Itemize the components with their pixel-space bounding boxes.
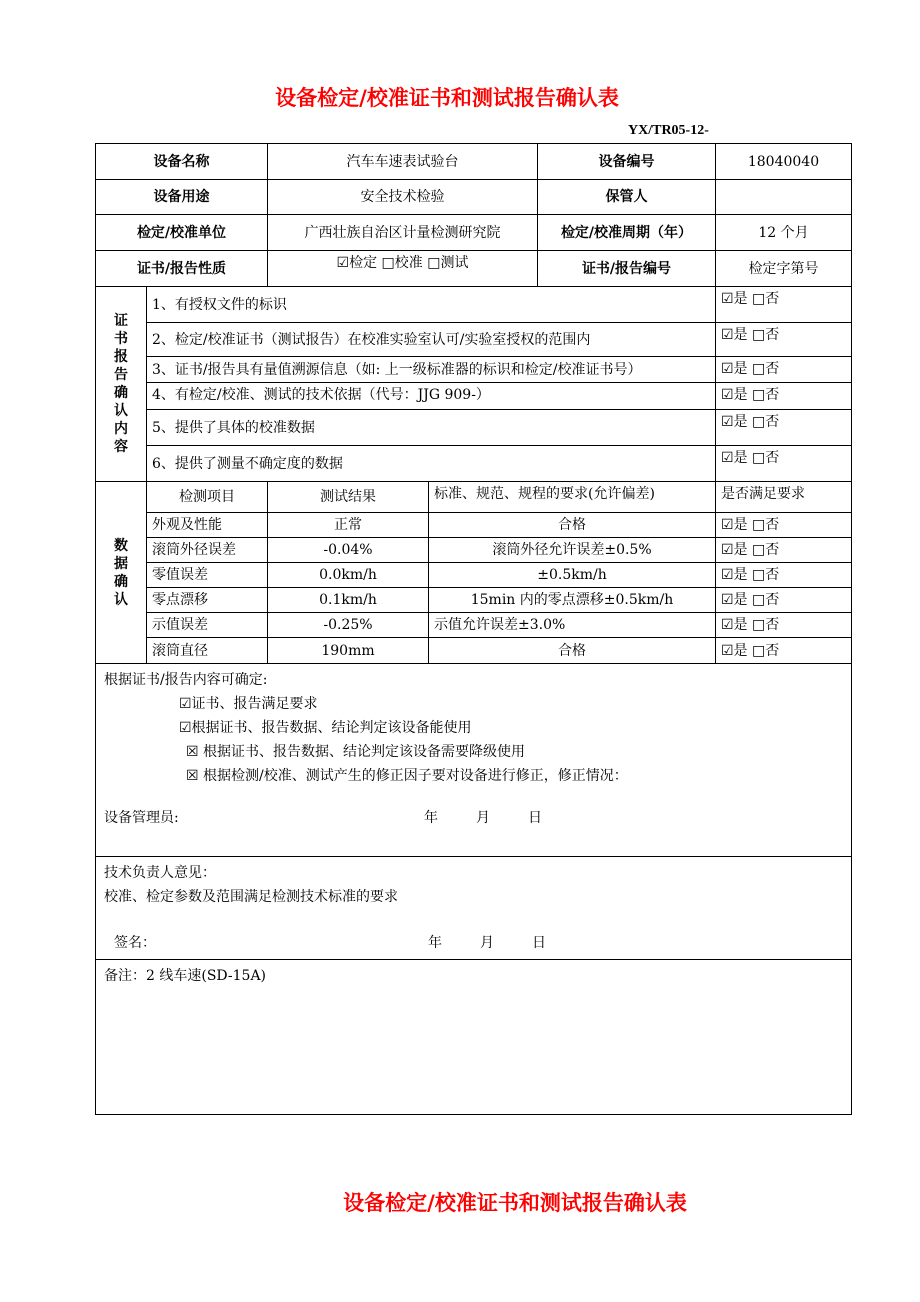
tech-opinion-text: 校准、检定参数及范围满足检测技术标准的要求 xyxy=(104,889,398,905)
manager-signature-line xyxy=(104,806,843,830)
header-item: 检测项目 xyxy=(147,482,268,513)
data-row xyxy=(96,513,852,538)
certificate-no-value: 检定字第号 xyxy=(716,251,852,287)
tech-opinion-label: 技术负责人意见： xyxy=(104,865,216,881)
confirm-item: 2、检定/校准证书（测试报告）在校准实验室认可/实验室授权的范围内 xyxy=(147,323,716,357)
data-row xyxy=(96,638,852,664)
tech-date: 年 月 日 xyxy=(428,935,546,951)
confirm-item: 5、提供了具体的校准数据 xyxy=(147,410,716,446)
data-result: -0.25% xyxy=(268,613,429,638)
confirm-choice: ☑是 □否 xyxy=(716,287,852,323)
certificate-no-label: 证书/报告编号 xyxy=(538,251,716,287)
conclusion-option-3: ☒ 根据证书、报告数据、结论判定该设备需要降级使用 xyxy=(186,744,525,760)
data-item: 零值误差 xyxy=(147,563,268,588)
tech-row xyxy=(96,857,852,960)
data-requirement: 合格 xyxy=(429,638,716,664)
confirm-row xyxy=(96,410,852,446)
data-row xyxy=(96,563,852,588)
data-result: 0.0km/h xyxy=(268,563,429,588)
sign-label: 签名： xyxy=(114,935,156,951)
calibration-unit-value: 广西壮族自治区计量检测研究院 xyxy=(268,215,538,251)
data-requirement: 示值允许误差±3.0% xyxy=(429,613,716,638)
equipment-name-value: 汽车车速表试验台 xyxy=(268,144,538,180)
calibration-unit-label: 检定/校准单位 xyxy=(96,215,268,251)
manager-label: 设备管理员: xyxy=(104,810,179,826)
equipment-no-label: 设备编号 xyxy=(538,144,716,180)
data-row xyxy=(96,538,852,563)
data-confirmation-title: 数 据 确 认 xyxy=(96,482,147,664)
equipment-name-label: 设备名称 xyxy=(96,144,268,180)
data-item: 滚筒直径 xyxy=(147,638,268,664)
data-item: 滚筒外径误差 xyxy=(147,538,268,563)
conclusion-block xyxy=(96,664,852,857)
equipment-no-value: 18040040 xyxy=(716,144,852,180)
confirm-row xyxy=(96,287,852,323)
tech-opinion-block xyxy=(96,857,852,960)
data-result: 190mm xyxy=(268,638,429,664)
calibration-period-value: 12 个月 xyxy=(716,215,852,251)
tech-signature-line xyxy=(104,931,843,955)
confirm-choice: ☑是 □否 xyxy=(716,323,852,357)
manager-date: 年 月 日 xyxy=(424,810,542,826)
certificate-confirmation-title: 证 书 报 告 确 认 内 容 xyxy=(96,287,147,482)
confirm-item: 6、提供了测量不确定度的数据 xyxy=(147,446,716,482)
data-satisfied: ☑是 □否 xyxy=(716,588,852,613)
form-title-repeat: 设备检定/校准证书和测试报告确认表 xyxy=(343,1191,687,1215)
data-header-row xyxy=(96,482,852,513)
confirmation-form xyxy=(95,143,852,1115)
data-item: 外观及性能 xyxy=(147,513,268,538)
data-requirement: 合格 xyxy=(429,513,716,538)
data-item: 示值误差 xyxy=(147,613,268,638)
confirm-item: 1、有授权文件的标识 xyxy=(147,287,716,323)
data-row xyxy=(96,613,852,638)
remark-block: 备注：2 线车速(SD-15A) xyxy=(96,960,852,1115)
confirm-row xyxy=(96,323,852,357)
header-satisfied: 是否满足要求 xyxy=(716,482,852,513)
data-result: 正常 xyxy=(268,513,429,538)
remark-row xyxy=(96,960,852,1115)
data-satisfied: ☑是 □否 xyxy=(716,563,852,588)
data-satisfied: ☑是 □否 xyxy=(716,538,852,563)
data-satisfied: ☑是 □否 xyxy=(716,638,852,664)
confirm-row xyxy=(96,357,852,383)
equipment-use-label: 设备用途 xyxy=(96,180,268,215)
confirm-item: 3、证书/报告具有量值溯源信息（如: 上一级标准器的标识和检定/校准证书号） xyxy=(147,357,716,383)
confirm-row xyxy=(96,383,852,410)
data-requirement: ±0.5km/h xyxy=(429,563,716,588)
equipment-use-value: 安全技术检验 xyxy=(268,180,538,215)
conclusion-option-4: ☒ 根据检测/校准、测试产生的修正因子要对设备进行修正，修正情况： xyxy=(186,768,628,784)
data-requirement: 15min 内的零点漂移±0.5km/h xyxy=(429,588,716,613)
calibration-period-label: 检定/校准周期（年） xyxy=(538,215,716,251)
certificate-nature-label: 证书/报告性质 xyxy=(96,251,268,287)
form-title: 设备检定/校准证书和测试报告确认表 xyxy=(275,86,619,110)
confirm-choice: ☑是 □否 xyxy=(716,383,852,410)
info-row-4 xyxy=(96,251,852,287)
info-row-2 xyxy=(96,180,852,215)
conclusion-intro: 根据证书/报告内容可确定: xyxy=(104,672,268,688)
header-requirement: 标准、规范、规程的要求(允许偏差) xyxy=(429,482,716,513)
data-item: 零点漂移 xyxy=(147,588,268,613)
conclusion-row xyxy=(96,664,852,857)
header-result: 测试结果 xyxy=(268,482,429,513)
data-requirement: 滚筒外径允许误差±0.5% xyxy=(429,538,716,563)
data-satisfied: ☑是 □否 xyxy=(716,613,852,638)
confirm-item: 4、有检定/校准、测试的技术依据（代号：JJG 909-） xyxy=(147,383,716,410)
conclusion-option-2: ☑根据证书、报告数据、结论判定该设备能使用 xyxy=(179,720,472,736)
confirm-choice: ☑是 □否 xyxy=(716,357,852,383)
data-satisfied: ☑是 □否 xyxy=(716,513,852,538)
info-row-1 xyxy=(96,144,852,180)
data-result: -0.04% xyxy=(268,538,429,563)
confirm-choice: ☑是 □否 xyxy=(716,410,852,446)
data-row xyxy=(96,588,852,613)
keeper-label: 保管人 xyxy=(538,180,716,215)
conclusion-option-1: ☑证书、报告满足要求 xyxy=(179,696,318,712)
confirm-row xyxy=(96,446,852,482)
data-result: 0.1km/h xyxy=(268,588,429,613)
keeper-value xyxy=(716,180,852,215)
confirm-choice: ☑是 □否 xyxy=(716,446,852,482)
certificate-nature-value: ☑检定 □校准 □测试 xyxy=(268,251,538,287)
info-row-3 xyxy=(96,215,852,251)
document-number: YX/TR05-12- xyxy=(628,123,709,138)
